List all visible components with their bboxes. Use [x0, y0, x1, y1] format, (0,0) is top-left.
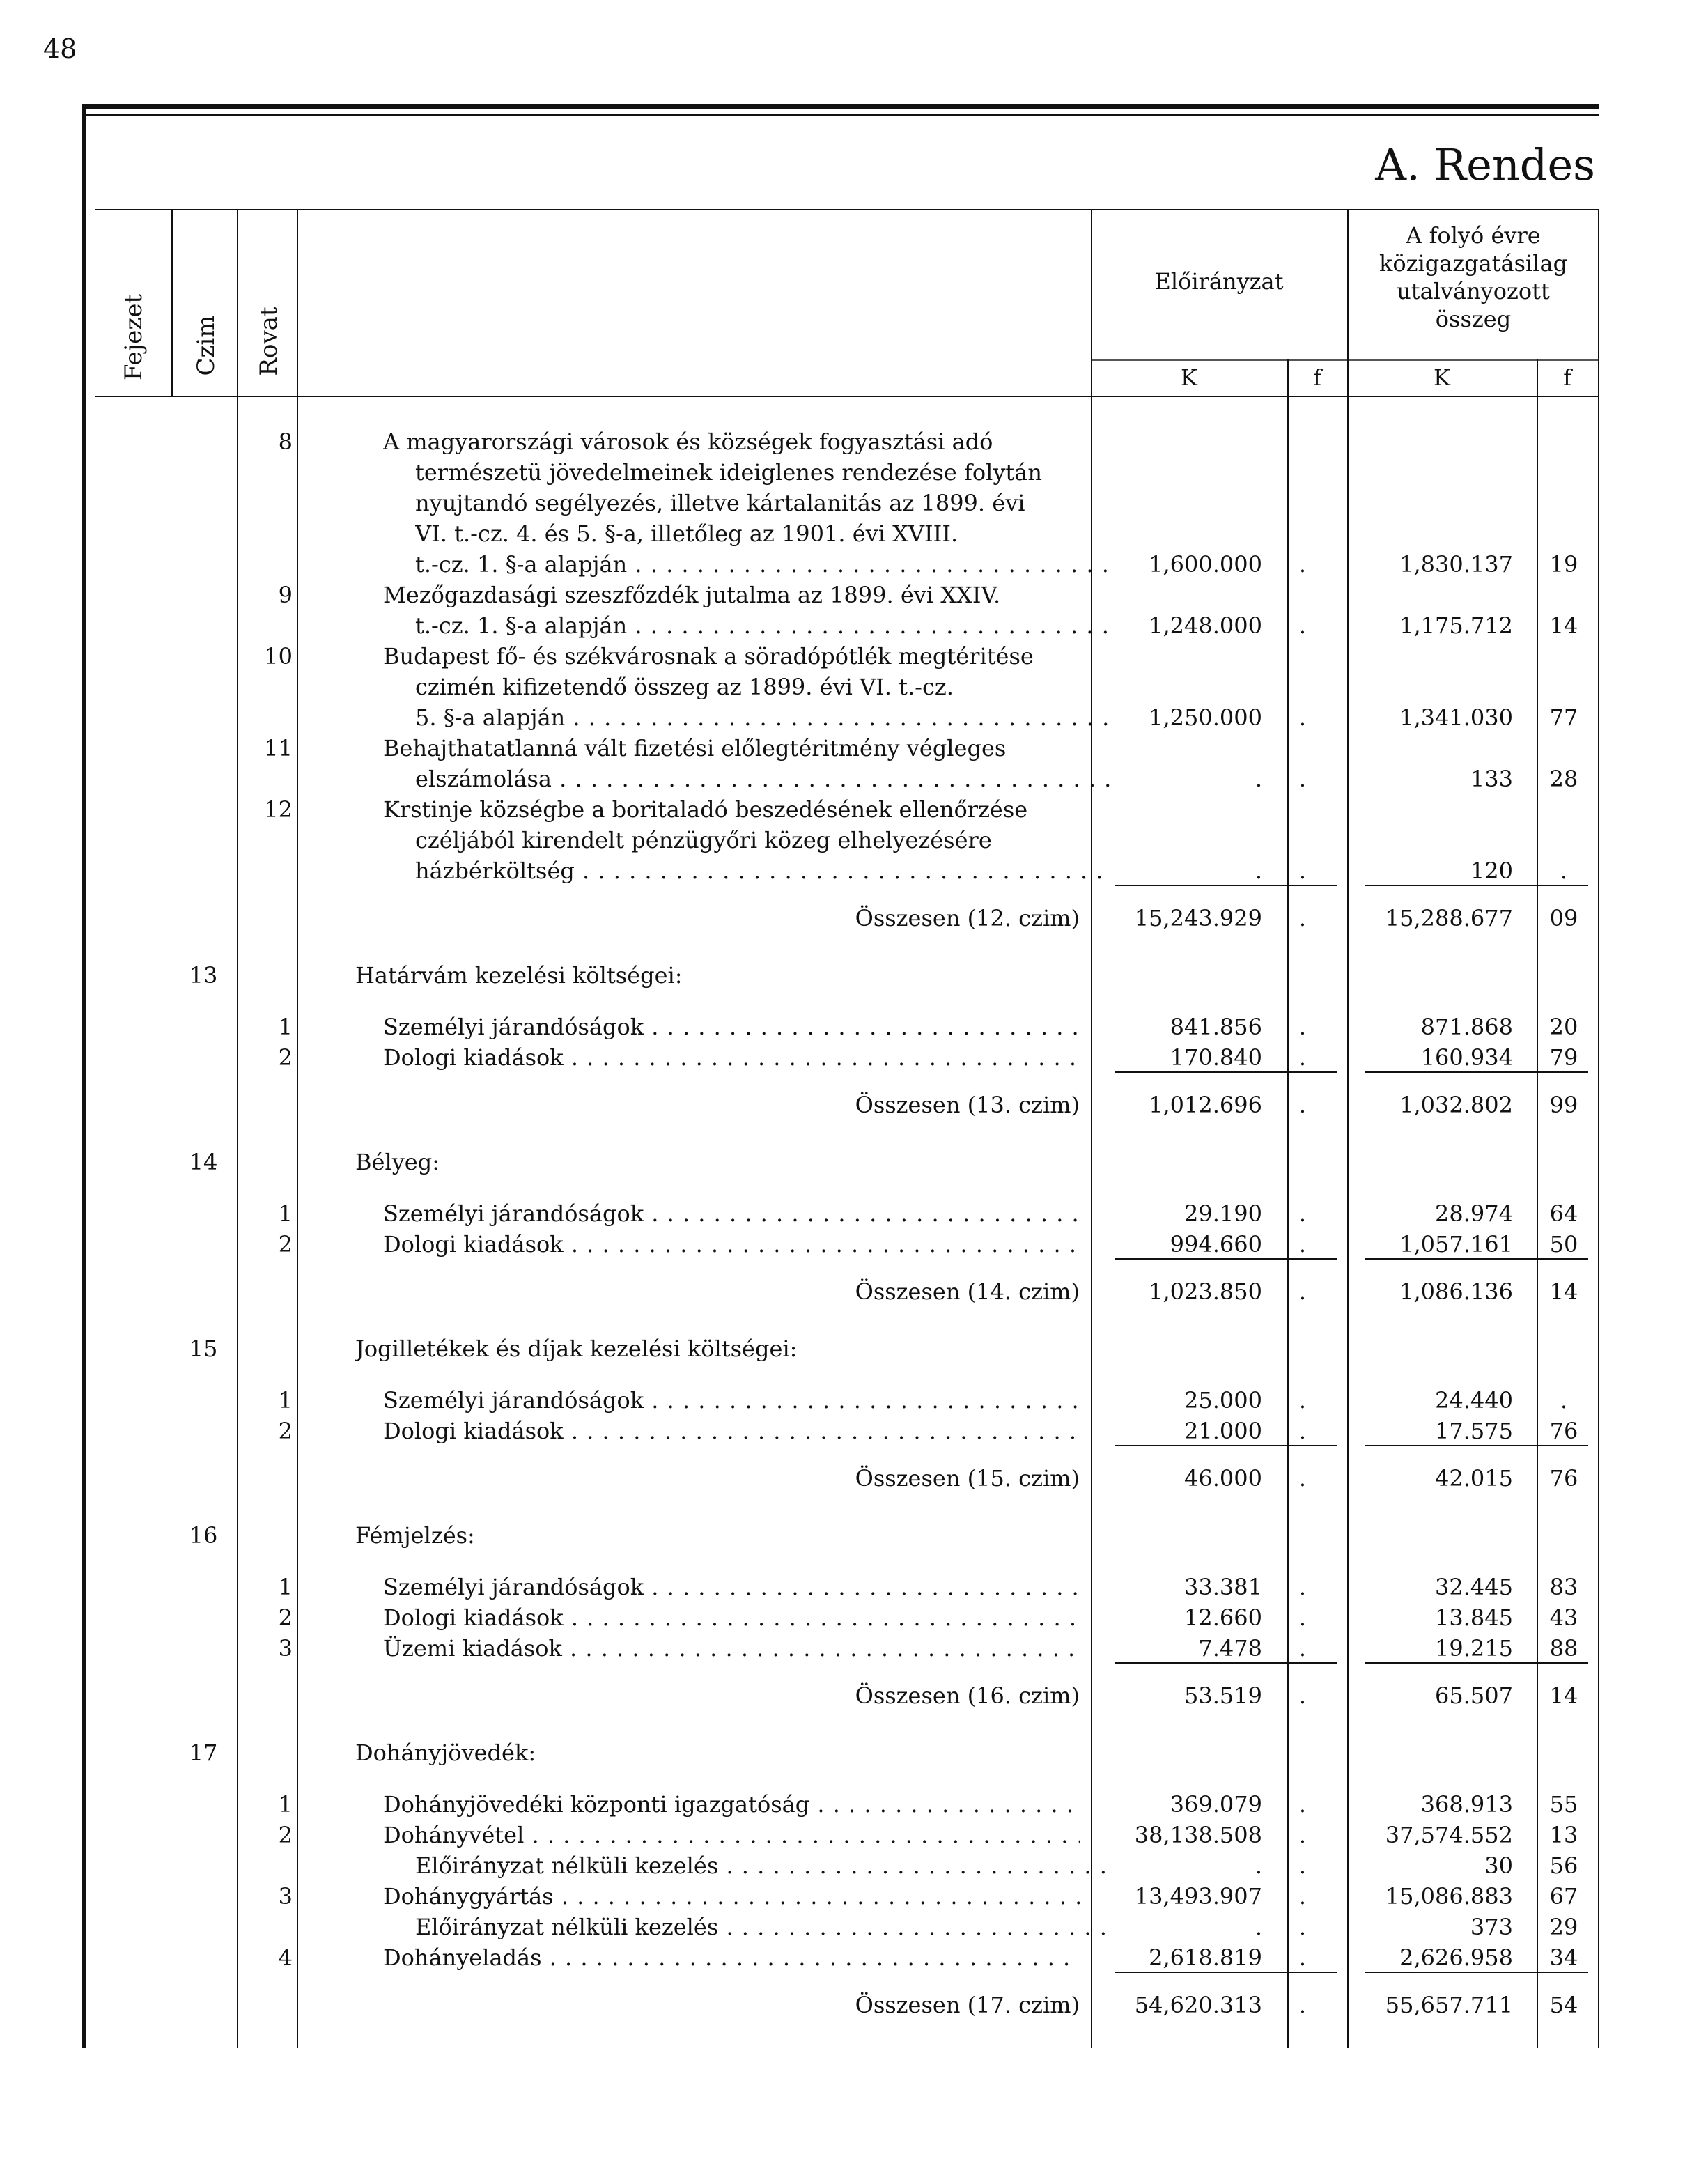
subtotal-label: Összesen (14. czim)	[855, 1278, 1080, 1305]
rovat-number: 3	[278, 1635, 293, 1662]
eloiranyzat-f-value: .	[1298, 766, 1307, 792]
subtotal-rule	[1365, 1071, 1588, 1073]
eloiranyzat-f-value: .	[1298, 551, 1307, 578]
rovat-number: 2	[278, 1418, 293, 1444]
section-heading: Dohányjövedék:	[355, 1740, 536, 1766]
subtotal-utalvanyozott-k: 1,032.802	[1399, 1092, 1513, 1118]
eloiranyzat-k-value: 7.478	[1198, 1635, 1262, 1662]
subtotal-eloiranyzat-k: 46.000	[1184, 1465, 1262, 1492]
subtotal-eloiranyzat-k: 53.519	[1184, 1682, 1262, 1709]
item-description: Előirányzat nélküli kezelés . . .	[415, 1850, 1112, 1881]
subtotal-utalvanyozott-f: 14	[1549, 1682, 1578, 1709]
utalvanyozott-k-value: 871.868	[1420, 1014, 1513, 1040]
subtotal-utalvanyozott-f: 54	[1549, 1992, 1578, 2018]
czim-number: 15	[189, 1335, 218, 1362]
rovat-number: 1	[278, 1791, 293, 1818]
table-row	[0, 1042, 1708, 1073]
item-description: nyujtandó segélyezés, illetve kártalanitás az 1899. évi	[415, 490, 1025, 516]
utalvanyozott-k-value: 13.845	[1435, 1604, 1513, 1631]
subtotal-rule	[1365, 1258, 1588, 1260]
header-utalvanyozott-line: A folyó évre	[1406, 222, 1541, 249]
eloiranyzat-f-value: .	[1298, 1387, 1307, 1414]
table-row-continuation	[0, 610, 1708, 641]
subtotal-utalvanyozott-f: 76	[1549, 1465, 1578, 1492]
table-row-continuation	[0, 825, 1708, 855]
utalvanyozott-f-value: 56	[1549, 1852, 1578, 1879]
rovat-number: 1	[278, 1200, 293, 1227]
utalvanyozott-f-value: .	[1560, 858, 1568, 884]
subtotal-utalvanyozott-k: 55,657.711	[1385, 1992, 1513, 2018]
section-heading: Jogilletékek és díjak kezelési költségei:	[355, 1335, 798, 1362]
rovat-number: 2	[278, 1044, 293, 1071]
eloiranyzat-f-value: .	[1298, 1635, 1307, 1662]
header-fejezet: Fejezet	[120, 293, 148, 381]
section-heading: Bélyeg:	[355, 1149, 440, 1175]
item-description: 5. §-a alapján . . .	[415, 702, 1112, 733]
eloiranyzat-k-value: 2,618.819	[1149, 1944, 1262, 1971]
utalvanyozott-f-value: 29	[1549, 1914, 1578, 1940]
rovat-number: 2	[278, 1822, 293, 1848]
subtotal-eloiranyzat-k: 54,620.313	[1134, 1992, 1262, 2018]
table-row-continuation	[0, 457, 1708, 488]
subtotal-rule	[1365, 1662, 1588, 1664]
utalvanyozott-f-value: 43	[1549, 1604, 1578, 1631]
utalvanyozott-f-value: .	[1560, 1387, 1568, 1414]
subtotal-row	[0, 1463, 1708, 1494]
subtotal-label: Összesen (12. czim)	[855, 905, 1080, 931]
header-utalvanyozott-line: utalványozott	[1397, 278, 1550, 304]
utalvanyozott-f-value: 34	[1549, 1944, 1578, 1971]
table-row-continuation	[0, 702, 1708, 733]
rovat-number: 10	[264, 643, 293, 669]
item-description: Dologi kiadások . . .	[383, 1042, 1080, 1073]
table-row	[0, 1633, 1708, 1664]
eloiranyzat-f-value: .	[1298, 1574, 1307, 1600]
eloiranyzat-k-value: 13,493.907	[1134, 1883, 1262, 1910]
utalvanyozott-f-value: 14	[1549, 612, 1578, 639]
subtotal-eloiranyzat-k: 15,243.929	[1134, 905, 1262, 931]
eloiranyzat-f-value: .	[1298, 1200, 1307, 1227]
eloiranyzat-k-value: 1,250.000	[1149, 704, 1262, 731]
subtotal-utalvanyozott-f: 09	[1549, 905, 1578, 931]
utalvanyozott-f-value: 64	[1549, 1200, 1578, 1227]
utalvanyozott-k-value: 1,057.161	[1399, 1231, 1513, 1257]
rovat-number: 9	[278, 582, 293, 608]
item-description: Dohányjövedéki központi igazgatóság . . .	[383, 1789, 1080, 1820]
section-heading: Határvám kezelési költségei:	[355, 962, 683, 989]
eloiranyzat-k-value: .	[1255, 1852, 1262, 1879]
kf-divider-rule	[1091, 359, 1599, 361]
subtotal-label: Összesen (17. czim)	[855, 1992, 1080, 2018]
utalvanyozott-k-value: 15,086.883	[1385, 1883, 1513, 1910]
czim-number: 16	[189, 1522, 218, 1549]
header-rovat: Rovat	[255, 307, 283, 376]
eloiranyzat-k-value: 38,138.508	[1134, 1822, 1262, 1848]
table-row	[0, 1229, 1708, 1260]
utalvanyozott-k-value: 1,175.712	[1399, 612, 1513, 639]
item-description: Budapest fő- és székvárosnak a söradópótlék megtéritése	[383, 643, 1034, 669]
table-row-continuation	[0, 855, 1708, 886]
eloiranyzat-k-value: 994.660	[1170, 1231, 1262, 1257]
header-utalvanyozott-k: K	[1434, 364, 1450, 391]
utalvanyozott-f-value: 79	[1549, 1044, 1578, 1071]
item-description: Személyi járandóságok . . .	[383, 1198, 1080, 1229]
eloiranyzat-k-value: 1,248.000	[1149, 612, 1262, 639]
subtotal-utalvanyozott-k: 65.507	[1435, 1682, 1513, 1709]
table-row-continuation	[0, 672, 1708, 702]
eloiranyzat-f-value: .	[1298, 1418, 1307, 1444]
utalvanyozott-f-value: 20	[1549, 1014, 1578, 1040]
rovat-number: 2	[278, 1231, 293, 1257]
subtotal-row	[0, 1990, 1708, 2020]
item-description: Krstinje községbe a boritaladó beszedésének ellenőrzése	[383, 796, 1028, 823]
table-row	[0, 1850, 1708, 1881]
rovat-number: 2	[278, 1604, 293, 1631]
rovat-number: 1	[278, 1574, 293, 1600]
utalvanyozott-f-value: 76	[1549, 1418, 1578, 1444]
utalvanyozott-f-value: 13	[1549, 1822, 1578, 1848]
utalvanyozott-f-value: 88	[1549, 1635, 1578, 1662]
eloiranyzat-k-value: .	[1255, 1914, 1262, 1940]
subtotal-utalvanyozott-k: 15,288.677	[1385, 905, 1513, 931]
utalvanyozott-f-value: 77	[1549, 704, 1578, 731]
subtotal-row	[0, 1276, 1708, 1307]
utalvanyozott-k-value: 1,830.137	[1399, 551, 1513, 578]
utalvanyozott-f-value: 83	[1549, 1574, 1578, 1600]
eloiranyzat-k-value: 25.000	[1184, 1387, 1262, 1414]
subtotal-row	[0, 1680, 1708, 1711]
table-row	[0, 1789, 1708, 1820]
rovat-number: 8	[278, 428, 293, 455]
header-eloiranyzat-f: f	[1313, 364, 1321, 391]
subtotal-utalvanyozott-k: 1,086.136	[1399, 1278, 1513, 1305]
eloiranyzat-k-value: 841.856	[1170, 1014, 1262, 1040]
eloiranyzat-f-value: .	[1298, 1822, 1307, 1848]
item-description: Személyi járandóságok . . .	[383, 1572, 1080, 1602]
item-description: Mezőgazdasági szeszfőzdék jutalma az 1899. évi XXIV.	[383, 582, 1001, 608]
subtotal-rule	[1115, 1445, 1337, 1446]
top-rule-thick	[82, 104, 1599, 109]
table-row	[0, 1012, 1708, 1042]
eloiranyzat-f-value: .	[1298, 1044, 1307, 1071]
table-row	[0, 1198, 1708, 1229]
table-row	[0, 1912, 1708, 1942]
item-description: Személyi járandóságok . . .	[383, 1385, 1080, 1416]
table-row	[0, 1602, 1708, 1633]
section-heading-row	[0, 1333, 1708, 1364]
item-description: házbérköltség . . .	[415, 855, 1112, 886]
eloiranyzat-f-value: .	[1298, 1944, 1307, 1971]
utalvanyozott-k-value: 160.934	[1420, 1044, 1513, 1071]
section-heading-row	[0, 960, 1708, 991]
subtotal-rule	[1365, 1972, 1588, 1973]
subtotal-eloiranyzat-f: .	[1298, 905, 1307, 931]
utalvanyozott-f-value: 19	[1549, 551, 1578, 578]
subtotal-eloiranyzat-f: .	[1298, 1465, 1307, 1492]
subtotal-rule	[1115, 1662, 1337, 1664]
eloiranyzat-k-value: 369.079	[1170, 1791, 1262, 1818]
item-description: elszámolása . . .	[415, 764, 1112, 794]
utalvanyozott-k-value: 1,341.030	[1399, 704, 1513, 731]
eloiranyzat-f-value: .	[1298, 1852, 1307, 1879]
utalvanyozott-k-value: 120	[1470, 858, 1513, 884]
item-description: czimén kifizetendő összeg az 1899. évi VI. t.-cz.	[415, 674, 954, 700]
eloiranyzat-k-value: 33.381	[1184, 1574, 1262, 1600]
eloiranyzat-f-value: .	[1298, 704, 1307, 731]
item-description: természetü jövedelmeinek ideiglenes rendezése folytán	[415, 459, 1042, 486]
rovat-number: 1	[278, 1014, 293, 1040]
utalvanyozott-k-value: 373	[1470, 1914, 1513, 1940]
utalvanyozott-k-value: 24.440	[1435, 1387, 1513, 1414]
item-description: Behajthatatlanná vált fizetési előlegtéritmény végleges	[383, 735, 1007, 761]
subtotal-label: Összesen (16. czim)	[855, 1682, 1080, 1709]
czim-number: 17	[189, 1740, 218, 1766]
eloiranyzat-k-value: 170.840	[1170, 1044, 1262, 1071]
eloiranyzat-k-value: 21.000	[1184, 1418, 1262, 1444]
subtotal-eloiranyzat-f: .	[1298, 1992, 1307, 2018]
table-row	[0, 1820, 1708, 1850]
subtotal-rule	[1115, 885, 1337, 886]
item-description: Dologi kiadások . . .	[383, 1602, 1080, 1633]
item-description: A magyarországi városok és községek fogyasztási adó	[383, 428, 993, 455]
item-description: Üzemi kiadások . . .	[383, 1633, 1080, 1664]
subtotal-row	[0, 1090, 1708, 1120]
utalvanyozott-k-value: 30	[1484, 1852, 1513, 1879]
item-description: czéljából kirendelt pénzügyőri közeg elhelyezésére	[415, 827, 992, 853]
rovat-number: 1	[278, 1387, 293, 1414]
subtotal-rule	[1115, 1071, 1337, 1073]
czim-number: 13	[189, 962, 218, 989]
item-description: Dohányeladás . . .	[383, 1942, 1080, 1973]
item-description: Személyi járandóságok . . .	[383, 1012, 1080, 1042]
eloiranyzat-f-value: .	[1298, 1014, 1307, 1040]
utalvanyozott-k-value: 19.215	[1435, 1635, 1513, 1662]
subtotal-rule	[1365, 885, 1588, 886]
table-row	[0, 426, 1708, 457]
utalvanyozott-f-value: 28	[1549, 766, 1578, 792]
eloiranyzat-k-value: .	[1255, 858, 1262, 884]
header-eloiranyzat-k: K	[1181, 364, 1197, 391]
table-row	[0, 641, 1708, 672]
utalvanyozott-f-value: 67	[1549, 1883, 1578, 1910]
table-row-continuation	[0, 549, 1708, 580]
utalvanyozott-k-value: 32.445	[1435, 1574, 1513, 1600]
eloiranyzat-k-value: 29.190	[1184, 1200, 1262, 1227]
header-czim: Czim	[192, 315, 220, 376]
subtotal-eloiranyzat-f: .	[1298, 1682, 1307, 1709]
rovat-number: 3	[278, 1883, 293, 1910]
header-utalvanyozott-line: közigazgatásilag	[1379, 250, 1568, 277]
table-row	[0, 794, 1708, 825]
eloiranyzat-k-value: .	[1255, 766, 1262, 792]
section-heading-row	[0, 1737, 1708, 1768]
header-bottom-rule	[95, 396, 1599, 397]
utalvanyozott-k-value: 17.575	[1435, 1418, 1513, 1444]
utalvanyozott-f-value: 50	[1549, 1231, 1578, 1257]
section-heading-row	[0, 1147, 1708, 1177]
eloiranyzat-f-value: .	[1298, 1231, 1307, 1257]
rovat-number: 12	[264, 796, 293, 823]
subtotal-label: Összesen (13. czim)	[855, 1092, 1080, 1118]
utalvanyozott-k-value: 368.913	[1420, 1791, 1513, 1818]
subtotal-rule	[1115, 1258, 1337, 1260]
item-description: VI. t.-cz. 4. és 5. §-a, illetőleg az 1901. évi XVIII.	[415, 520, 958, 547]
header-utalvanyozott-f: f	[1563, 364, 1571, 391]
subtotal-rule	[1115, 1972, 1337, 1973]
header-top-rule	[95, 209, 1599, 210]
eloiranyzat-f-value: .	[1298, 1604, 1307, 1631]
item-description: t.-cz. 1. §-a alapján . . .	[415, 610, 1112, 641]
utalvanyozott-f-value: 55	[1549, 1791, 1578, 1818]
eloiranyzat-f-value: .	[1298, 858, 1307, 884]
table-row	[0, 580, 1708, 610]
eloiranyzat-f-value: .	[1298, 1883, 1307, 1910]
page-number: 48	[43, 33, 77, 64]
table-row-continuation	[0, 764, 1708, 794]
rovat-number: 4	[278, 1944, 293, 1971]
subtotal-utalvanyozott-f: 14	[1549, 1278, 1578, 1305]
eloiranyzat-f-value: .	[1298, 1914, 1307, 1940]
item-description: Dohánygyártás . . .	[383, 1881, 1080, 1912]
subtotal-eloiranyzat-k: 1,023.850	[1149, 1278, 1262, 1305]
table-row	[0, 1942, 1708, 1973]
section-title: A. Rendes	[1375, 139, 1595, 190]
subtotal-label: Összesen (15. czim)	[855, 1465, 1080, 1492]
table-row	[0, 733, 1708, 764]
subtotal-utalvanyozott-k: 42.015	[1435, 1465, 1513, 1492]
item-description: Dologi kiadások . . .	[383, 1416, 1080, 1446]
table-row-continuation	[0, 518, 1708, 549]
item-description: Dologi kiadások . . .	[383, 1229, 1080, 1260]
item-description: Előirányzat nélküli kezelés . . .	[415, 1912, 1112, 1942]
table-row	[0, 1881, 1708, 1912]
utalvanyozott-k-value: 28.974	[1435, 1200, 1513, 1227]
table-row	[0, 1572, 1708, 1602]
header-utalvanyozott-line: összeg	[1435, 306, 1512, 332]
utalvanyozott-k-value: 2,626.958	[1399, 1944, 1513, 1971]
item-description: t.-cz. 1. §-a alapján . . .	[415, 549, 1112, 580]
table-row-continuation	[0, 488, 1708, 518]
subtotal-eloiranyzat-f: .	[1298, 1092, 1307, 1118]
eloiranyzat-f-value: .	[1298, 612, 1307, 639]
table-row	[0, 1416, 1708, 1446]
fejezet-divider	[171, 209, 173, 396]
eloiranyzat-k-value: 12.660	[1184, 1604, 1262, 1631]
subtotal-eloiranyzat-f: .	[1298, 1278, 1307, 1305]
utalvanyozott-k-value: 133	[1470, 766, 1513, 792]
header-eloiranyzat: Előirányzat	[1154, 268, 1284, 295]
section-heading-row	[0, 1520, 1708, 1551]
czim-number: 14	[189, 1149, 218, 1175]
subtotal-eloiranyzat-k: 1,012.696	[1149, 1092, 1262, 1118]
subtotal-row	[0, 903, 1708, 934]
table-row	[0, 1385, 1708, 1416]
rovat-number: 11	[264, 735, 293, 761]
eloiranyzat-k-value: 1,600.000	[1149, 551, 1262, 578]
top-rule-thin	[82, 114, 1599, 116]
utalvanyozott-k-value: 37,574.552	[1385, 1822, 1513, 1848]
item-description: Dohányvétel . . .	[383, 1820, 1080, 1850]
subtotal-rule	[1365, 1445, 1588, 1446]
eloiranyzat-f-value: .	[1298, 1791, 1307, 1818]
subtotal-utalvanyozott-f: 99	[1549, 1092, 1578, 1118]
section-heading: Fémjelzés:	[355, 1522, 475, 1549]
